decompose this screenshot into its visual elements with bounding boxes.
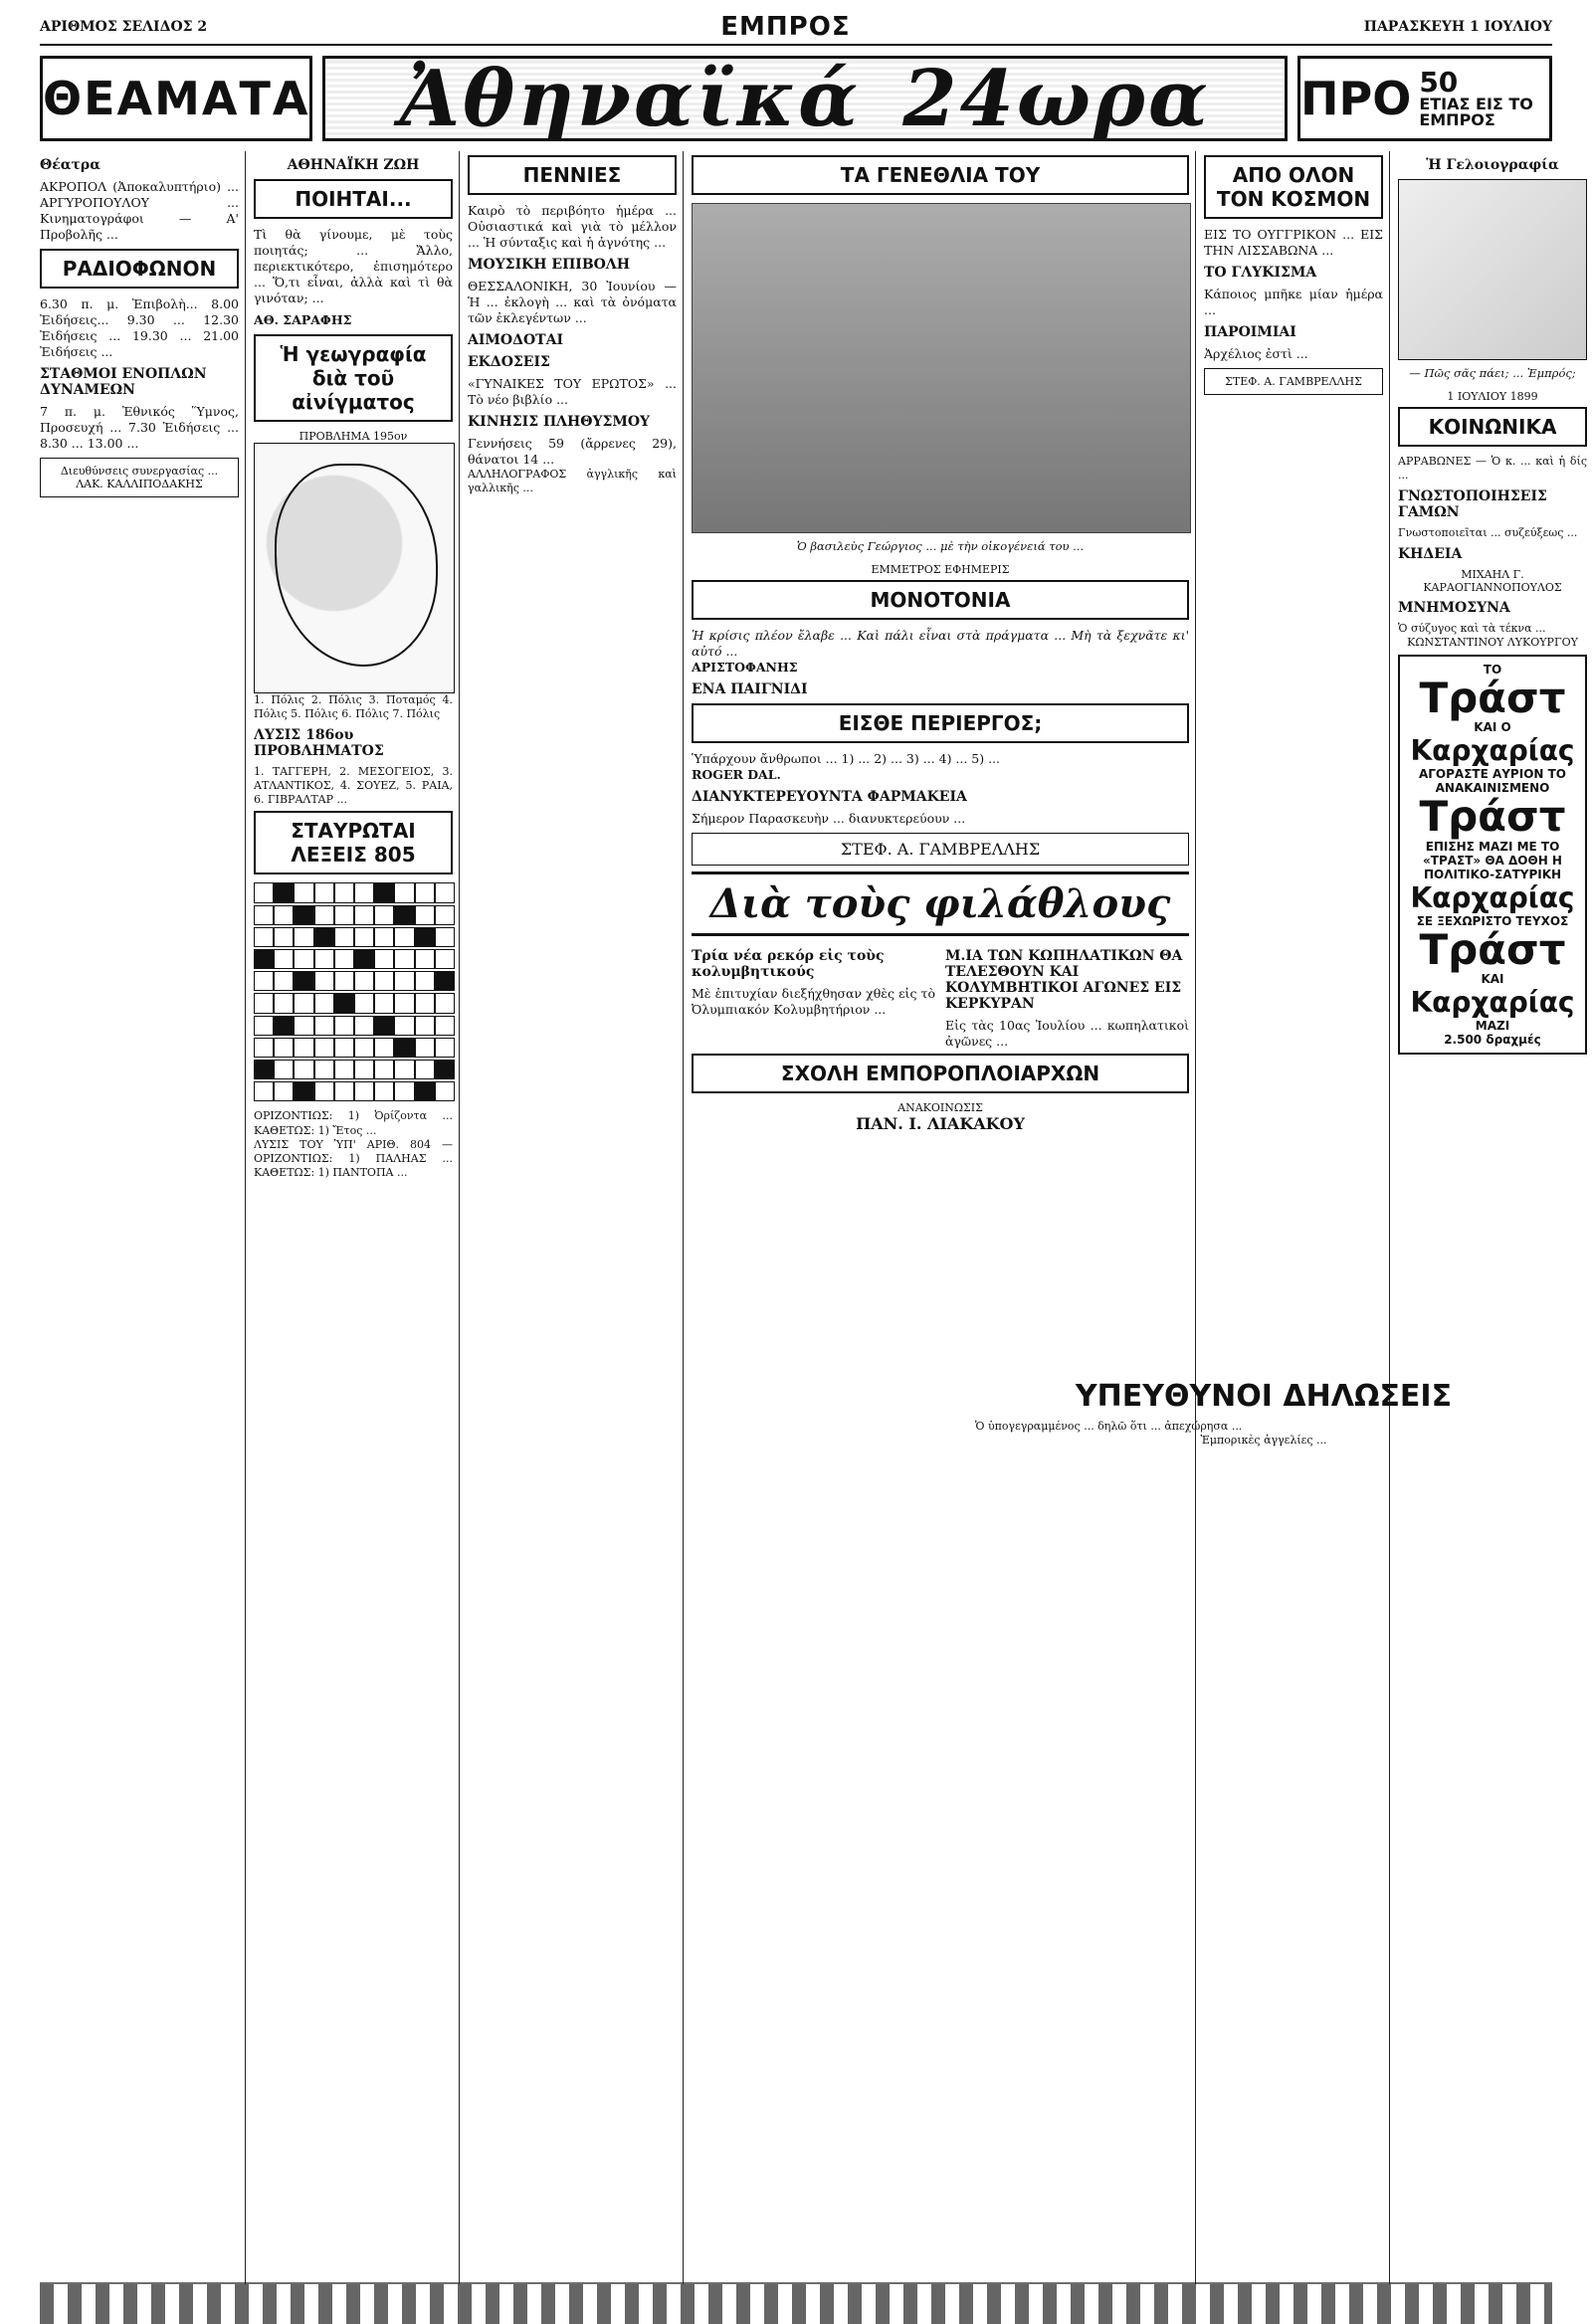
ad-line11: ΚΑΙ: [1481, 971, 1504, 986]
game-title: ΕΙΣΘΕ ΠΕΡΙΕΡΓΟΣ;: [692, 703, 1189, 743]
crossword-cell: [354, 949, 374, 969]
crossword-cell: [354, 927, 374, 947]
ad-line10: Τράστ: [1419, 924, 1566, 974]
crossword-cell: [374, 993, 394, 1013]
crossword-cell: [394, 1081, 414, 1101]
crossword-cell: [354, 882, 374, 902]
social-title: ΚΟΙΝΩΝΙΚΑ: [1398, 407, 1587, 447]
crossword-cell: [435, 1081, 455, 1101]
crossword-cell: [374, 971, 394, 991]
memorial-name: ΚΩΝΣΤΑΝΤΙΝΟΥ ΛΥΚΟΥΡΓΟΥ: [1407, 636, 1578, 650]
ad-line8: Καρχαρίας: [1410, 880, 1575, 914]
weddings-title: ΓΝΩΣΤΟΠΟΙΗΣΕΙΣ ΓΑΜΩΝ: [1398, 488, 1547, 521]
crossword-cell: [254, 993, 274, 1013]
funeral-person: ΜΙΧΑΗΛ Γ. ΚΑΡΑΟΓΙΑΝΝΟΠΟΥΛΟΣ: [1423, 568, 1562, 595]
crossword-cell: [294, 993, 313, 1013]
crossword-cell: [435, 927, 455, 947]
school-sub: ΑΝΑΚΟΙΝΩΣΙΣ: [897, 1101, 983, 1114]
sports-left-title: Τρία νέα ρεκόρ εἰς τοὺς κολυμβητικούς: [692, 948, 885, 980]
crossword-cell: [314, 905, 334, 925]
crossword-grid: [254, 882, 453, 1101]
sports-right: [945, 942, 1189, 1050]
sports-banner: Διὰ τοὺς φιλάθλους: [692, 872, 1189, 936]
crossword-cell: [274, 905, 294, 925]
crossword-cell: [314, 1081, 334, 1101]
column-3: [468, 151, 684, 2284]
crossword-cell: [374, 1081, 394, 1101]
quiz-solution-title: ΛΥΣΙΣ 186ου ΠΡΟΒΛΗΜΑΤΟΣ: [254, 727, 384, 760]
column-2: [254, 151, 460, 2284]
crossword-cell: [294, 882, 313, 902]
crossword-cell: [254, 949, 274, 969]
world-news-text: ΕΙΣ ΤΟ ΟΥΓΓΡΙΚΟΝ ... ΕΙΣ ΤΗΝ ΛΙΣΣΑΒΩΝΑ ...: [1204, 227, 1383, 258]
sports-left-text: Μὲ ἐπιτυχίαν διεξήχθησαν χθὲς εἰς τὸ Ὀλυμπιακόν Κολυμβητήριον ...: [692, 986, 935, 1017]
crossword-cell: [254, 971, 274, 991]
cartoon-caption: — Πῶς σᾶς πάει; ... Ἐμπρός;: [1409, 366, 1576, 380]
crossword-cell: [415, 1038, 435, 1058]
crossword-cell: [274, 949, 294, 969]
crossword-cell: [374, 1038, 394, 1058]
pennies-text: [468, 203, 677, 251]
crossword-cell: [294, 1060, 313, 1079]
proverbs-text: Ἀρχέλιος ἐστὶ ...: [1204, 346, 1308, 361]
crossword-cell: [334, 971, 354, 991]
radio-body: 6.30 π. μ. Ἐπιβολὴ... 8.00 Ἐιδήσεις... 9.30 ... 12.30 Ἐιδήσεις ... 19.30 ... 21.00 Ἐιδήσεις ...: [40, 296, 239, 359]
pro-fifty-years: [1297, 56, 1552, 141]
poets-author: ΑΘ. ΣΑΡΑΦΗΣ: [254, 312, 352, 327]
responsibles-title: ΥΠΕΥΘΥΝΟΙ ΔΗΛΩΣΕΙΣ: [1075, 1379, 1453, 1414]
crossword-cell: [354, 1060, 374, 1079]
crossword-cell: [274, 882, 294, 902]
crossword-cell: [294, 949, 313, 969]
crossword-cell: [415, 927, 435, 947]
publications-title: ΕΚΔΟΣΕΙΣ: [468, 354, 550, 370]
crossword-cell: [415, 882, 435, 902]
crossword-cell: [354, 1016, 374, 1036]
crossword-cell: [435, 1060, 455, 1079]
crossword-cell: [314, 882, 334, 902]
stations-heading: ΣΤΑΘΜΟΙ ΕΝΟΠΛΩΝ ΔΥΝΑΜΕΩΝ: [40, 366, 207, 398]
crossword-cell: [334, 1060, 354, 1079]
pro-label: ΠΡΟ: [1300, 72, 1412, 125]
crossword-solution: ΛΥΣΙΣ ΤΟΥ ὙΠ' ΑΡΙΘ. 804 — ΟΡΙΖΟΝΤΙΩΣ: 1) ΠΑΛΗΑΣ ... ΚΑΘΕΤΩΣ: 1) ΠΑΝΤΟΠΑ ...: [254, 1137, 453, 1179]
world-news-title: ΑΠΟ ΟΛΟΝ ΤΟΝ ΚΟΣΜΟΝ: [1204, 155, 1383, 219]
quiz-list: 1. Πόλις 2. Πόλις 3. Ποταμός 4. Πόλις 5. Πόλις 6. Πόλις 7. Πόλις: [254, 693, 453, 721]
page-columns: [40, 151, 1587, 2284]
blood-donors-title: ΑΙΜΟΔΟΤΑΙ: [468, 332, 563, 348]
radio-heading: ΡΑΔΙΟΦΩΝΟΝ: [40, 249, 239, 289]
crossword-cell: [294, 1016, 313, 1036]
crossword-cell: [294, 1038, 313, 1058]
publications-text: «ΓΥΝΑΙΚΕΣ ΤΟΥ ΕΡΩΤΟΣ» ... Τὸ νέο βιβλίο ...: [468, 376, 677, 407]
doctor-box: ΣΤΕΦ. Α. ΓΑΜΒΡΕΛΛΗΣ: [692, 833, 1189, 866]
newspaper-name: ΕΜΠΡΟΣ: [720, 12, 851, 42]
ad-line3: ΚΑΙ Ο: [1474, 720, 1511, 735]
memorial-title: ΜΝΗΜΟΣΥΝΑ: [1398, 600, 1510, 617]
crossword-cell: [354, 1081, 374, 1101]
crossword-title: ΣΤΑΥΡΩΤΑΙ ΛΕΞΕΙΣ 805: [254, 811, 453, 874]
funerals-title: ΚΗΔΕΙΑ: [1398, 546, 1463, 563]
proverbs-title: ΠΑΡΟΙΜΙΑΙ: [1204, 324, 1296, 340]
crossword-cell: [435, 905, 455, 925]
crossword-cell: [374, 1016, 394, 1036]
crossword-cell: [254, 927, 274, 947]
section-masthead: ΘΕΑΜΑΤΑ: [40, 56, 312, 141]
crossword-cell: [394, 1060, 414, 1079]
crossword-cell: [334, 927, 354, 947]
theatres-heading: Θέατρα: [40, 157, 100, 173]
pharmacies-title: ΔΙΑΝΥΚΤΕΡΕΥΟΥΝΤΑ ΦΑΡΜΑΚΕΙΑ: [692, 789, 967, 805]
pro-number: 50: [1419, 66, 1459, 98]
ad-line9: ΣΕ ΞΕΧΩΡΙΣΤΟ ΤΕΥΧΟΣ: [1416, 913, 1569, 928]
game-banner: ΕΝΑ ΠΑΙΓΝΙΔΙ: [692, 681, 808, 697]
crossword-cell: [314, 927, 334, 947]
crossword-cell: [294, 971, 313, 991]
crossword-cell: [435, 882, 455, 902]
crossword-cell: [415, 1016, 435, 1036]
crossword-cell: [435, 1016, 455, 1036]
crossword-cell: [394, 882, 414, 902]
poem-author: ΑΡΙΣΤΟΦΑΝΗΣ: [692, 660, 798, 675]
poets-text: [254, 227, 453, 328]
signatory: ΣΤΕΦ. Α. ΓΑΜΒΡΕΛΛΗΣ: [1204, 368, 1383, 395]
responsibles-text: Ὁ ὑπογεγραμμένος ... δηλῶ ὅτι ... ἀπεχώρησα ...: [975, 1420, 1243, 1433]
music-news-body: ΘΕΣΣΑΛΟΝΙΚΗ, 30 Ἰουνίου — Ἡ ... ἐκλογὴ ... καὶ τὰ ὀνόματα τῶν ἐκλεγέντων ...: [468, 279, 677, 325]
crossword-cell: [274, 1060, 294, 1079]
column-1: [40, 151, 246, 2284]
crossword-cell: [314, 1060, 334, 1079]
ad-line5: ΑΓΟΡΑΣΤΕ ΑΥΡΙΟΝ ΤΟ ΑΝΑΚΑΙΝΙΣΜΕΝΟ: [1418, 767, 1567, 796]
crossword-cell: [374, 927, 394, 947]
pharmacies-text: Σήμερον Παρασκευὴν ... διανυκτερεύουν ...: [692, 811, 966, 826]
crossword-cell: [435, 949, 455, 969]
poem-text: Ἡ κρίσις πλέον ἔλαβε ... Καὶ πάλι εἶναι στὰ πράγματα ... Μὴ τὰ ξεχνᾶτε κι' αὐτό ...: [692, 628, 1189, 659]
crossword-cell: [394, 1016, 414, 1036]
bottom-note: Διευθύνσεις συνεργασίας ... ΛΑΚ. ΚΑΛΛΙΠΟΔΑΚΗΣ: [40, 458, 239, 497]
sweet-title: ΤΟ ΓΛΥΚΙΣΜΑ: [1204, 265, 1317, 281]
pennies-title: ΠΕΝΝΙΕΣ: [468, 155, 677, 195]
crossword-cell: [374, 882, 394, 902]
crossword-cell: [415, 905, 435, 925]
crossword-cell: [254, 1016, 274, 1036]
school-name: ΠΑΝ. Ι. ΛΙΑΚΑΚΟΥ: [856, 1114, 1025, 1133]
poets-title: ΠΟΙΗΤΑΙ...: [254, 179, 453, 219]
pennies-body: Καιρὸ τὸ περιβόητο ἡμέρα ... Οὐσιαστικά καὶ γιὰ τὸ μέλλον ... Ἡ σύνταξις καὶ ἡ ἀγνότης ...: [468, 203, 677, 250]
crossword-cell: [374, 949, 394, 969]
crossword-cell: [334, 1081, 354, 1101]
crossword-cell: [274, 1038, 294, 1058]
game-text: Ὑπάρχουν ἄνθρωποι ... 1) ... 2) ... 3) ... 4) ... 5) ...: [692, 751, 1001, 766]
issue-date: ΠΑΡΑΣΚΕΥΗ 1 ΙΟΥΛΙΟΥ: [1363, 19, 1552, 35]
banner-title-part2: 24ωρα: [902, 53, 1211, 144]
family-photo: [692, 203, 1191, 533]
ad-line: ΑΛΛΗΛΟΓΡΑΦΟΣ ἀγγλικῆς καὶ γαλλικῆς ...: [468, 468, 677, 495]
crossword-clues: ΟΡΙΖΟΝΤΙΩΣ: 1) Ὀρίζοντα ... ΚΑΘΕΤΩΣ: 1) Ἔτος ...: [254, 1109, 453, 1137]
ad-line14: 2.500 δραχμές: [1444, 1032, 1541, 1047]
crossword-cell: [274, 1081, 294, 1101]
ad-line2: Τράστ: [1419, 674, 1566, 723]
crossword-cell: [435, 971, 455, 991]
poem-title: ΜΟΝΟΤΟΝΙΑ: [692, 580, 1189, 620]
crossword-cell: [294, 927, 313, 947]
birthday-title: ΤΑ ΓΕΝΕΘΛΙΑ ΤΟΥ: [692, 155, 1189, 195]
population-text: Γεννήσεις 59 (ἄρρενες 29), θάνατοι 14 ...: [468, 436, 677, 467]
crossword-cell: [334, 1038, 354, 1058]
ad-line1: ΤΟ: [1483, 663, 1502, 678]
crossword-cell: [334, 949, 354, 969]
crossword-cell: [254, 1038, 274, 1058]
memorial-text: Ὁ σύζυγος καὶ τὰ τέκνα ...: [1398, 622, 1546, 636]
game-author: ROGER DAL.: [692, 767, 781, 782]
ad-footer: Ἐμπορικὲς ἀγγελίες ...: [1200, 1434, 1327, 1448]
banner-title-part1: Ἀθηναϊκά: [399, 53, 862, 144]
crossword-cell: [394, 1038, 414, 1058]
crossword-cell: [394, 993, 414, 1013]
ad-line6: Τράστ: [1419, 792, 1566, 842]
crossword-cell: [415, 993, 435, 1013]
poem-source: ΕΜΜΕΤΡΟΣ ΕΦΗΜΕΡΙΣ: [871, 563, 1010, 576]
crossword-cell: [334, 1016, 354, 1036]
footer-strip: [40, 2282, 1552, 2324]
map-outline: [275, 464, 438, 667]
theatres-text: [40, 179, 239, 243]
crossword-cell: [435, 993, 455, 1013]
column-6: [1398, 151, 1592, 2284]
cartoon: [1398, 179, 1587, 360]
crossword-cell: [354, 993, 374, 1013]
ad-line7: ΕΠΙΣΗΣ ΜΑΖΙ ΜΕ ΤΟ «ΤΡΑΣΤ» ΘΑ ΔΟΘΗ Η ΠΟΛΙΤΙΚΟ-ΣΑΤΥΡΙΚΗ: [1423, 839, 1562, 881]
crossword-cell: [354, 971, 374, 991]
crossword-cell: [394, 949, 414, 969]
crossword-cell: [274, 971, 294, 991]
weddings-text: Γνωστοποιεῖται ... συζεύξεως ...: [1398, 526, 1578, 540]
sports-row: [692, 942, 1189, 1050]
radio-text: [40, 296, 239, 360]
banner-title: [322, 53, 1288, 144]
crossword-cell: [314, 1038, 334, 1058]
geography-quiz-problem: ΠΡΟΒΛΗΜΑ 195ον: [298, 430, 408, 443]
music-news-title: ΜΟΥΣΙΚΗ ΕΠΙΒΟΛΗ: [468, 257, 630, 273]
sports-left: [692, 942, 935, 1050]
crossword-cell: [435, 1038, 455, 1058]
cartoon-title: Ἡ Γελοιογραφία: [1426, 157, 1559, 173]
crossword-cell: [274, 1016, 294, 1036]
page-number: ΑΡΙΘΜΟΣ ΣΕΛΙΔΟΣ 2: [40, 19, 208, 35]
crossword-cell: [334, 882, 354, 902]
crossword-cell: [415, 1081, 435, 1101]
crossword-cell: [274, 993, 294, 1013]
crossword-cell: [394, 971, 414, 991]
athens-life-heading: ΑΘΗΝΑΪΚΗ ΖΩΗ: [287, 157, 420, 173]
column-5: [1204, 151, 1390, 2284]
date-line: 1 ΙΟΥΛΙΟΥ 1899: [1447, 390, 1538, 403]
crossword-cell: [314, 971, 334, 991]
crossword-cell: [254, 1081, 274, 1101]
top-bar: [40, 10, 1552, 46]
crossword-cell: [415, 1060, 435, 1079]
crossword-cell: [415, 971, 435, 991]
pro-word: ΕΤΙΑΣ ΕΙΣ ΤΟ ΕΜΠΡΟΣ: [1419, 95, 1533, 129]
crossword-cell: [354, 1038, 374, 1058]
theatres-body: ΑΚΡΟΠΟΛ (Ἀποκαλυπτήριο) ... ΑΡΓΥΡΟΠΟΥΛΟΥ ... Κινηματογράφοι — Α' Προβολῆς ...: [40, 179, 239, 242]
crossword-cell: [374, 1060, 394, 1079]
crossword-cell: [254, 882, 274, 902]
responsibles-section: [975, 1373, 1552, 1447]
advertisement: [1398, 655, 1587, 1054]
sports-right-text: Εἰς τὰς 10ας Ἰουλίου ... κωπηλατικοὶ ἀγῶνες ...: [945, 1018, 1189, 1049]
crossword-cell: [314, 993, 334, 1013]
crossword-cell: [394, 905, 414, 925]
crossword-cell: [415, 949, 435, 969]
stations-text: [40, 404, 239, 452]
music-news-text: [468, 279, 677, 326]
stations-body: 7 π. μ. Ἐθνικός Ὕμνος, Προσευχή ... 7.30 Ἐιδήσεις ... 8.30 ... 13.00 ...: [40, 404, 239, 451]
population-title: ΚΙΝΗΣΙΣ ΠΛΗΘΥΣΜΟΥ: [468, 414, 651, 430]
ad-line13: ΜΑΖΙ: [1475, 1018, 1510, 1033]
crossword-cell: [294, 905, 313, 925]
quiz-map: [254, 443, 455, 693]
crossword-cell: [274, 927, 294, 947]
crossword-cell: [314, 949, 334, 969]
sweet-text: Κάποιος μπῆκε μίαν ἡμέρα ...: [1204, 287, 1383, 317]
crossword-cell: [374, 905, 394, 925]
crossword-cell: [334, 905, 354, 925]
crossword-cell: [254, 1060, 274, 1079]
poets-body: Τὶ θὰ γίνουμε, μὲ τοὺς ποιητάς; ... Ἄλλο, περιεκτικότερο, ἐπισημότερο ... Ὅ,τι εἶναι, ἀλλὰ καὶ τὶ θὰ γινόταν; ...: [254, 227, 453, 305]
photo-caption: Ὁ βασιλεὺς Γεώργιος ... μὲ τὴν οἰκογένειά του ...: [796, 539, 1085, 553]
crossword-cell: [354, 905, 374, 925]
crossword-cell: [334, 993, 354, 1013]
engagements: ΑΡΡΑΒΩΝΕΣ — Ὁ κ. ... καὶ ἡ δίς ...: [1398, 455, 1587, 483]
school-title: ΣΧΟΛΗ ΕΜΠΟΡΟΠΛΟΙΑΡΧΩΝ: [692, 1054, 1189, 1093]
crossword-cell: [314, 1016, 334, 1036]
crossword-cell: [294, 1081, 313, 1101]
crossword-cell: [254, 905, 274, 925]
column-4: [692, 151, 1196, 2284]
ad-line4: Καρχαρίας: [1410, 734, 1575, 768]
crossword-cell: [394, 927, 414, 947]
pro-right: [1419, 66, 1549, 129]
ad-line12: Καρχαρίας: [1410, 985, 1575, 1019]
sports-right-title: Μ.ΙΑ ΤΩΝ ΚΩΠΗΛΑΤΙΚΩΝ ΘΑ ΤΕΛΕΣΘΟΥΝ ΚΑΙ ΚΟΛΥΜΒΗΤΙΚΟΙ ΑΓΩΝΕΣ ΕΙΣ ΚΕΡΚΥΡΑΝ: [945, 948, 1183, 1012]
quiz-solution: 1. ΤΑΓΓΕΡΗ, 2. ΜΕΣΟΓΕΙΟΣ, 3. ΑΤΛΑΝΤΙΚΟΣ, 4. ΣΟΥΕΖ, 5. ΡΑΙΑ, 6. ΓΙΒΡΑΛΤΑΡ ...: [254, 765, 453, 807]
header-row: [40, 53, 1552, 144]
geography-quiz-title: Ἡ γεωγραφία διὰ τοῦ αἰνίγματος: [254, 334, 453, 422]
